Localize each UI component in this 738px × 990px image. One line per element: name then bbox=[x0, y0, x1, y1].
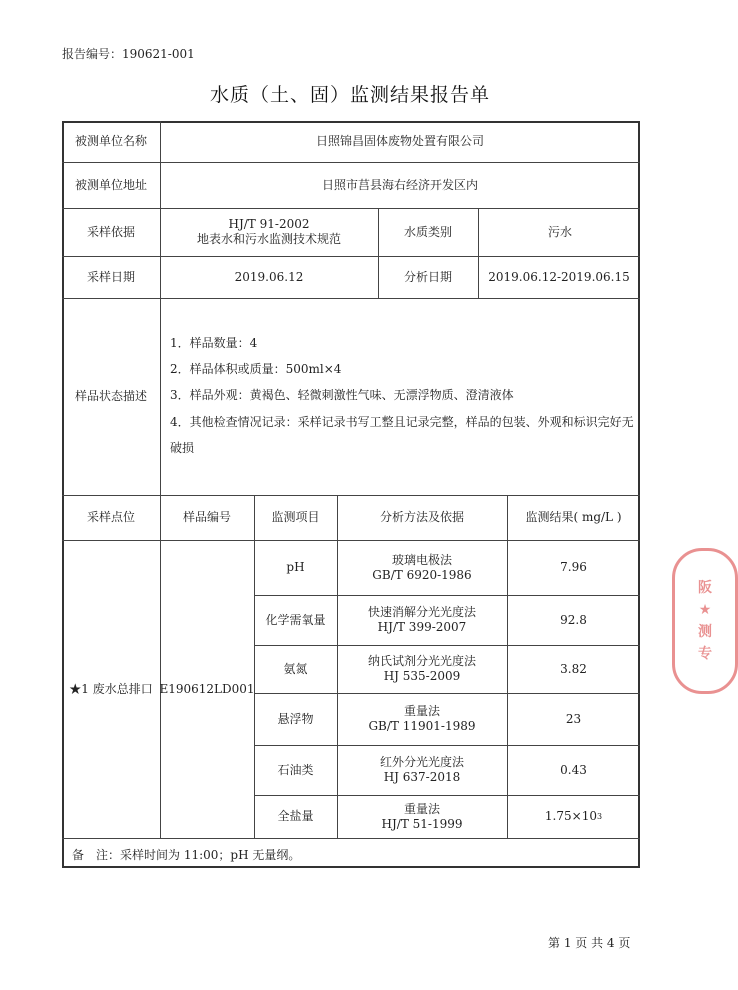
stamp-char: 专 bbox=[698, 646, 712, 662]
col-header-code: 样品编号 bbox=[182, 510, 231, 524]
unit-label: 被测单位名称 bbox=[74, 134, 147, 148]
red-seal-stamp bbox=[672, 548, 738, 694]
method-name: 重量法 bbox=[403, 704, 440, 718]
result-exponent: 3 bbox=[596, 812, 603, 821]
table-row-item: 全盐量 bbox=[277, 809, 314, 823]
table-row-result: 0.43 bbox=[560, 762, 587, 777]
water-type-value: 污水 bbox=[548, 224, 573, 239]
stamp-char: 阪 bbox=[698, 580, 712, 596]
table-row-method bbox=[337, 693, 507, 745]
table-row-method bbox=[337, 795, 507, 838]
method-name: 纳氏试剂分光光度法 bbox=[367, 654, 476, 668]
table-row-method bbox=[337, 745, 507, 795]
sample-code: E190612LD001 bbox=[159, 681, 255, 696]
table-row-item: 化学需氧量 bbox=[265, 612, 326, 627]
method-name: 快速消解分光光度法 bbox=[367, 605, 476, 619]
col-header-point: 采样点位 bbox=[86, 510, 135, 524]
sample-status-item: 2．样品体积或质量：500ml×4 bbox=[170, 362, 342, 376]
method-name: 红外分光光度法 bbox=[379, 755, 464, 769]
table-row-item: pH bbox=[286, 560, 305, 574]
method-name: 重量法 bbox=[403, 801, 440, 816]
sample-status-item: 3．样品外观：黄褐色、轻微刺激性气味、无漂浮物质、澄清液体 bbox=[170, 388, 514, 402]
sampling-date-value: 2019.06.12 bbox=[234, 269, 304, 284]
sampling-basis-value bbox=[160, 208, 378, 256]
col-header-item: 监测项目 bbox=[271, 510, 320, 524]
sampling-date-label: 采样日期 bbox=[86, 269, 135, 284]
water-type-label: 水质类别 bbox=[403, 224, 452, 239]
remark: 备 注：采样时间为 11:00；pH 无量纲。 bbox=[72, 848, 301, 862]
sample-status-label: 样品状态描述 bbox=[74, 389, 147, 403]
row-divider bbox=[62, 838, 640, 839]
table-row-method bbox=[337, 645, 507, 693]
table-row-result: 23 bbox=[565, 711, 582, 726]
table-row-item: 氨氮 bbox=[283, 661, 308, 676]
col-header-result: 监测结果( mg/L ) bbox=[525, 510, 622, 524]
table-row-result: 92.8 bbox=[560, 612, 587, 627]
method-standard: HJ 535-2009 bbox=[383, 669, 461, 683]
method-standard: HJ/T 399-2007 bbox=[377, 620, 467, 634]
sampling-basis-name: 地表水和污水监测技术规范 bbox=[196, 232, 341, 246]
address-label: 被测单位地址 bbox=[74, 177, 147, 192]
stamp-char: 测 bbox=[698, 624, 712, 640]
method-standard: HJ/T 51-1999 bbox=[381, 816, 463, 831]
table-row-item: 悬浮物 bbox=[277, 711, 314, 726]
unit-value: 日照锦昌固体废物处置有限公司 bbox=[315, 134, 484, 148]
method-name: 玻璃电极法 bbox=[391, 552, 452, 567]
col-header-method: 分析方法及依据 bbox=[379, 510, 464, 524]
table-row-result: 3.82 bbox=[560, 661, 587, 676]
sampling-basis-label: 采样依据 bbox=[86, 224, 135, 239]
result-mantissa: 1.75×10 bbox=[544, 809, 597, 823]
method-standard: HJ 637-2018 bbox=[383, 770, 461, 784]
sample-status-item: 4．其他检查情况记录：采样记录书写工整且记录完整，样品的包装、外观和标识完好无破损 bbox=[170, 415, 634, 455]
analysis-date-label: 分析日期 bbox=[403, 269, 452, 284]
table-row-result: 7.96 bbox=[560, 560, 587, 574]
table-row-method bbox=[337, 540, 507, 595]
table-row-method bbox=[337, 595, 507, 645]
address-value: 日照市莒县海右经济开发区内 bbox=[321, 177, 478, 192]
report-number: 报告编号：190621-001 bbox=[62, 47, 195, 61]
table-row-result bbox=[507, 795, 640, 838]
analysis-date-value: 2019.06.12-2019.06.15 bbox=[488, 269, 630, 284]
page-number: 第 1 页 共 4 页 bbox=[548, 936, 631, 950]
sample-status-list bbox=[170, 335, 640, 471]
table-row-item: 石油类 bbox=[277, 762, 314, 777]
star-icon: ★ bbox=[698, 602, 712, 618]
sample-status-item: 1．样品数量：4 bbox=[170, 336, 258, 350]
method-standard: GB/T 6920-1986 bbox=[372, 567, 472, 582]
sampling-basis-code: HJ/T 91-2002 bbox=[228, 217, 310, 231]
sampling-point: ★1 废水总排口 bbox=[69, 681, 153, 696]
method-standard: GB/T 11901-1989 bbox=[368, 719, 476, 733]
page-title: 水质（土、固）监测结果报告单 bbox=[209, 84, 490, 106]
